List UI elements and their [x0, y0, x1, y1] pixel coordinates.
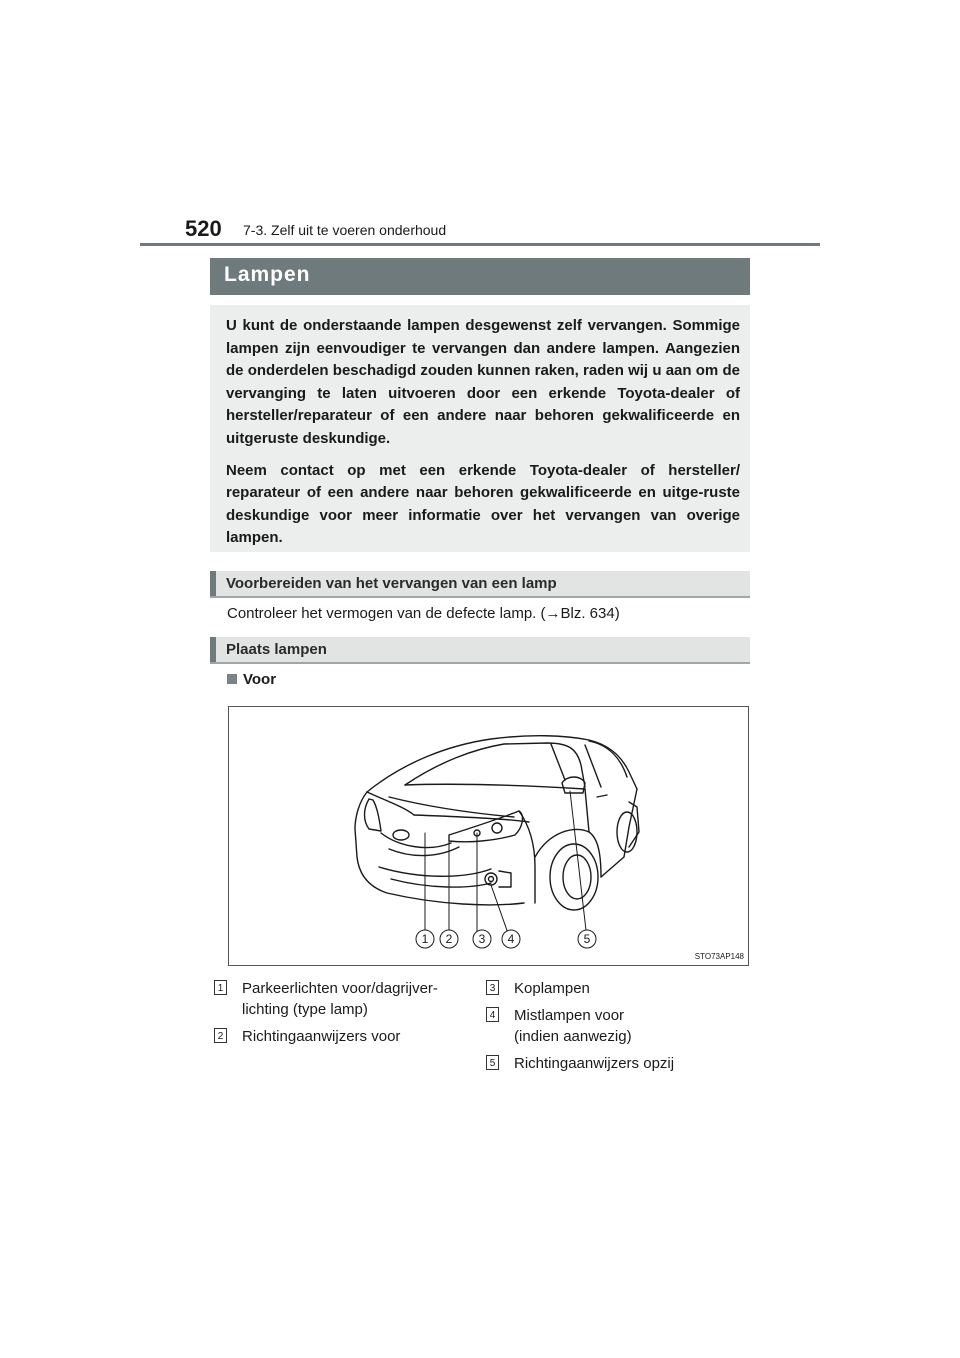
legend-number-4: 4: [486, 1007, 499, 1022]
preparation-text: Controleer het vermogen van de defecte lamp. (→Blz. 634): [227, 605, 620, 622]
legend-text-1b: lichting (type lamp): [242, 1001, 368, 1018]
legend-item-1: [214, 978, 474, 1022]
legend-number-2: 2: [214, 1028, 227, 1043]
car-front-icon: [229, 707, 748, 965]
legend-text-4a: Mistlampen voor: [514, 1007, 625, 1024]
legend-item-4: [486, 1005, 746, 1049]
callout-1-label: 1: [421, 932, 429, 946]
legend-item-5: [486, 1053, 746, 1075]
intro-paragraph-2: Neem contact op met een erkende Toyota-dealer of hersteller/ reparateur of een andere naar behoren gekwalificeerde en uitge-ruste deskundige voor meer informatie over het vervangen van overige lampen.: [226, 461, 740, 547]
car-front-illustration: [228, 706, 749, 966]
front-subheading: [227, 671, 276, 688]
callout-3-label: 3: [478, 932, 486, 946]
callout-4-label: 4: [507, 932, 515, 946]
header-divider: [140, 243, 820, 246]
page-title-bar: [210, 258, 750, 295]
legend-text-3: Koplampen: [514, 980, 590, 997]
legend-item-3: [486, 978, 746, 1000]
callout-5-label: 5: [583, 932, 591, 946]
callout-2-label: 2: [445, 932, 453, 946]
figure-code: STO73AP148: [694, 952, 744, 961]
intro-paragraph-1: U kunt de onderstaande lampen desgewenst zelf vervangen. Sommige lampen zijn eenvoudiger te vervangen dan andere lampen. Aangezien de onderdelen beschadigd zouden kunnen raken, raden wij u aan om de vervanging te laten uitvoeren door een erkende Toyota-dealer of hersteller/reparateur of een andere naar behoren gekwalificeerde en uitgeruste deskundige.: [226, 317, 740, 447]
front-subheading-label: Voor: [243, 671, 277, 688]
page-number: 520: [185, 216, 222, 241]
section-heading-preparation-label: Voorbereiden van het vervangen van een lamp: [226, 575, 557, 592]
legend-item-2: [214, 1026, 474, 1048]
intro-box: [210, 305, 750, 552]
section-heading-preparation: [210, 571, 750, 598]
section-heading-locations: [210, 637, 750, 664]
page-title: Lampen: [224, 263, 311, 286]
square-bullet-icon: [227, 674, 237, 684]
legend-text-5: Richtingaanwijzers opzij: [514, 1055, 675, 1072]
legend-text-1a: Parkeerlichten voor/dagrijver-: [242, 980, 438, 997]
section-heading-locations-label: Plaats lampen: [226, 641, 327, 658]
legend-number-5: 5: [486, 1055, 499, 1070]
chapter-title: 7-3. Zelf uit te voeren onderhoud: [243, 222, 447, 238]
legend-number-1: 1: [214, 980, 227, 995]
legend-number-3: 3: [486, 980, 499, 995]
legend-text-2: Richtingaanwijzers voor: [242, 1028, 401, 1045]
legend-text-4b: (indien aanwezig): [514, 1028, 632, 1045]
